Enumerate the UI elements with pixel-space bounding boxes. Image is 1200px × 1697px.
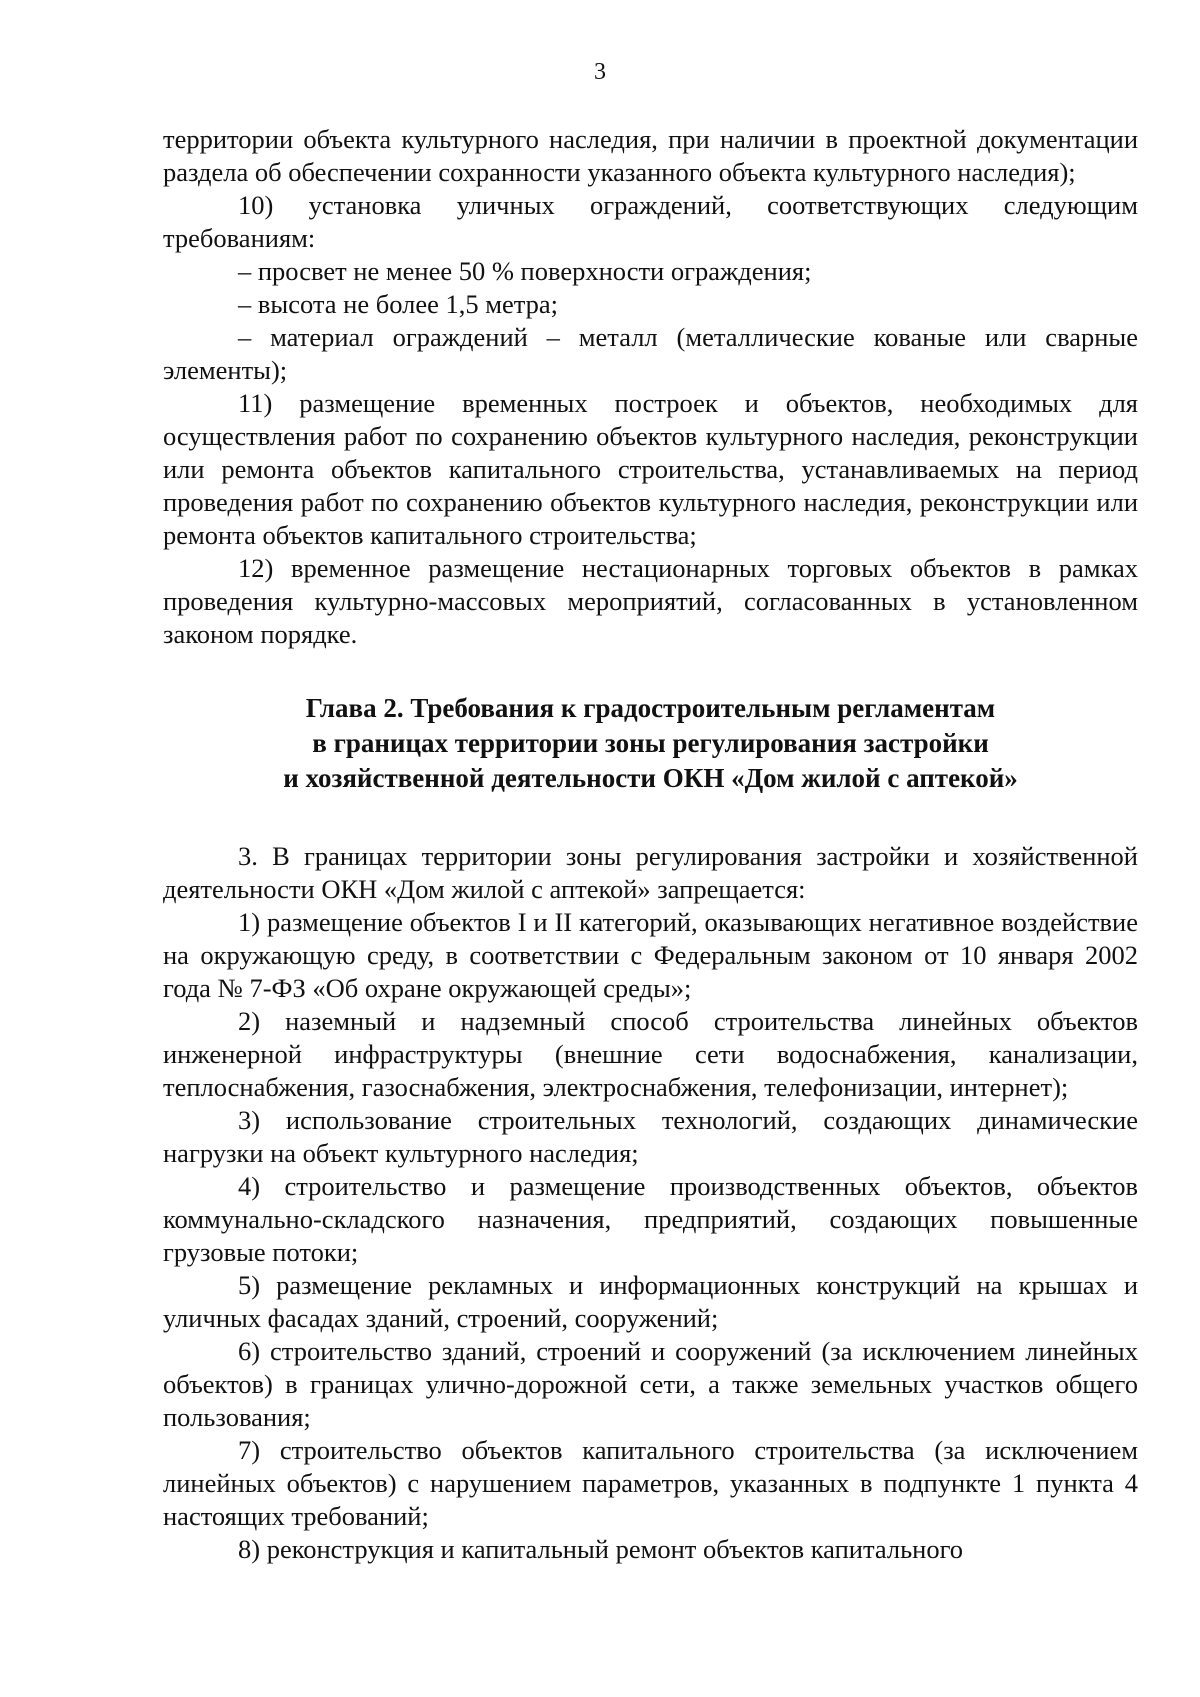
list-item: 12) временное размещение нестационарных торговых объектов в рамках проведения культурно-массовых мероприятий, согласованных в установленном законом порядке. [163,553,1138,649]
list-item: – высота не более 1,5 метра; [238,289,559,319]
list-item: 8) реконструкция и капитальный ремонт объектов капитального [238,1534,964,1564]
list-item: 11) размещение временных построек и объектов, необходимых для осуществления работ по сохранению объектов культурного наследия, реконструкции или ремонта объектов капитального строительства, устанавливаемых на период проведения работ по сохранению объектов культурного наследия, реконструкции или ремонта объектов капитального строительства; [163,388,1138,550]
list-item: 2) наземный и надземный способ строительства линейных объектов инженерной инфраструктуры (внешние сети водоснабжения, канализации, теплоснабжения, газоснабжения, электроснабжения, телефонизации, интернет); [163,1006,1138,1102]
paragraph: территории объекта культурного наследия, при наличии в проектной документации раздела об обеспечении сохранности указанного объекта культурного наследия); [163,124,1138,187]
chapter-heading-line: Глава 2. Требования к градостроительным регламентам [305,693,996,723]
page-number: 3 [594,59,606,85]
list-item: 3) использование строительных технологий, создающих динамические нагрузки на объект культурного наследия; [163,1105,1138,1168]
list-item: – просвет не менее 50 % поверхности ограждения; [238,256,812,286]
document-body [163,123,1138,1566]
list-item: 1) размещение объектов I и II категорий, оказывающих негативное воздействие на окружающую среду, в соответствии с Федеральным законом от 10 января 2002 года № 7-ФЗ «Об охране окружающей среды»; [163,907,1138,1003]
list-item: – материал ограждений – металл (металлические кованые или сварные элементы); [163,322,1138,385]
list-item: 10) установка уличных ограждений, соответствующих следующим требованиям: [163,190,1138,253]
paragraph: 3. В границах территории зоны регулирования застройки и хозяйственной деятельности ОКН «Дом жилой с аптекой» запрещается: [163,841,1138,904]
chapter-heading [163,691,1138,796]
list-item: 7) строительство объектов капитального строительства (за исключением линейных объектов) с нарушением параметров, указанных в подпункте 1 пункта 4 настоящих требований; [163,1435,1138,1531]
list-item: 4) строительство и размещение производственных объектов, объектов коммунально-складского назначения, предприятий, создающих повышенные грузовые потоки; [163,1171,1138,1267]
list-item: 6) строительство зданий, строений и сооружений (за исключением линейных объектов) в границах улично-дорожной сети, а также земельных участков общего пользования; [163,1336,1138,1432]
list-item: 5) размещение рекламных и информационных конструкций на крышах и уличных фасадах зданий, строений, сооружений; [163,1270,1138,1333]
chapter-heading-line: и хозяйственной деятельности ОКН «Дом жилой с аптекой» [283,763,1018,793]
chapter-heading-line: в границах территории зоны регулирования застройки [312,728,989,758]
